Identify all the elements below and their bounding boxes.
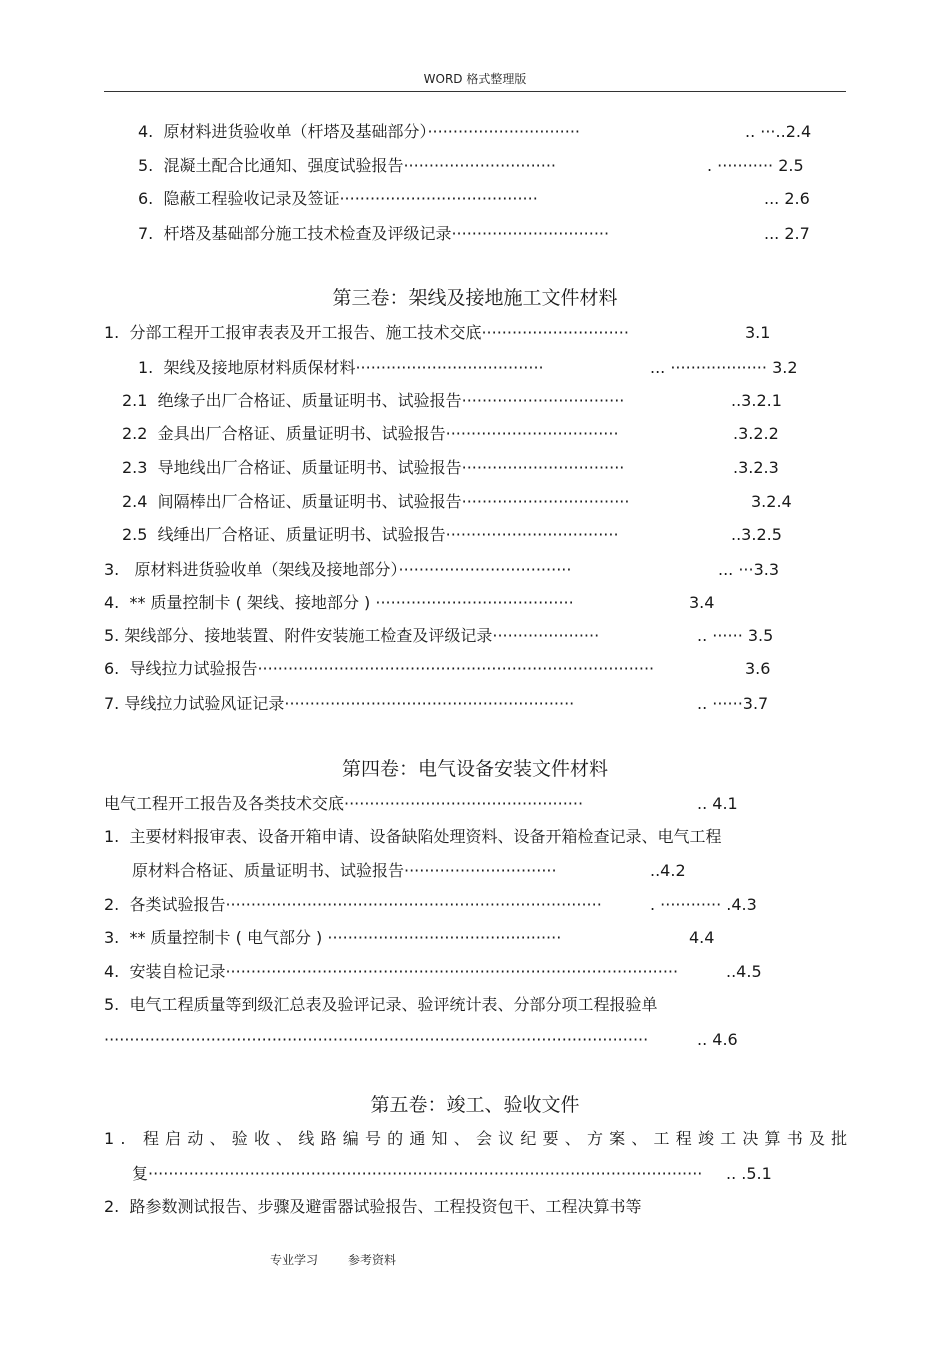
toc-page-ref: 3.2.4 [751,492,792,511]
toc-page-ref: ..3.2.5 [731,525,782,544]
toc-entry-text: 1. 主要材料报审表、设备开箱申请、设备缺陷处理资料、设备开箱检查记录、电气工程 [104,827,722,846]
toc-page-ref: ... ···3.3 [718,560,780,579]
toc-entry-text: 5. 架线部分、接地装置、附件安装施工检查及评级记录····················· [104,626,600,645]
section-heading: 第三卷：架线及接地施工文件材料 [332,287,618,309]
toc-page-ref: .. ······3.7 [697,694,769,713]
toc-page-ref: .3.2.3 [733,458,779,477]
toc-page-ref: ..4.5 [726,962,762,981]
toc-entry-text: 2.2 金具出厂合格证、质量证明书、试验报告·································· [122,424,619,443]
toc-entry [104,962,678,982]
page-header: WORD 格式整理版 [423,72,527,86]
toc-entry [138,156,556,176]
toc-entry [104,626,599,646]
toc-entry-text: 2.3 导地线出厂合格证、质量证明书、试验报告································ [122,458,625,477]
section-heading: 第四卷：电气设备安装文件材料 [341,758,608,780]
toc-entry [104,827,721,847]
toc-entry-text: 7. 杆塔及基础部分施工技术检查及评级记录······························· [138,224,610,243]
toc-page-ref: ... 2.6 [764,189,810,208]
toc-entry-text: 4. 安装自检记录························································································· [104,962,679,981]
toc-page-ref: .. 4.6 [697,1030,738,1049]
toc-entry [104,659,654,679]
toc-entry [104,995,657,1015]
toc-page-ref: 3.6 [745,659,771,678]
toc-page-ref: . ············ .4.3 [650,895,757,914]
toc-entry-text: ··········································································································· [104,1030,649,1049]
toc-page-ref: ... ··················· 3.2 [650,358,798,377]
toc-page-ref: 3.1 [745,323,771,342]
toc-page-ref: .. .5.1 [726,1164,772,1183]
toc-page-ref: . ··········· 2.5 [707,156,804,175]
toc-page-ref: 4.4 [689,928,715,947]
toc-entry [104,794,583,814]
toc-entry-text: 原材料合格证、质量证明书、试验报告······························ [132,861,557,880]
toc-entry [104,1197,641,1217]
toc-page-ref: .3.2.2 [733,424,779,443]
toc-entry-text: 3. 原材料进货验收单（架线及接地部分）·································· [104,560,572,579]
toc-entry [138,189,538,209]
toc-entry [104,560,571,580]
toc-page-ref: ..3.2.1 [731,391,782,410]
toc-entry-text: 1. 架线及接地原材料质保材料····································· [138,358,544,377]
toc-entry-text: 复············································································································· [132,1164,703,1183]
toc-entry [104,323,629,343]
footer-left: 专业学习 [270,1253,319,1267]
toc-entry-text: 电气工程开工报告及各类技术交底··············································· [104,794,584,813]
footer-right: 参考资料 [348,1253,397,1267]
section-heading: 第五卷：竣工、验收文件 [370,1094,580,1116]
toc-entry [122,391,624,411]
toc-entry-text: 1. 分部工程开工报审表表及开工报告、施工技术交底····························· [104,323,629,342]
toc-entry [132,861,557,881]
toc-entry [138,358,544,378]
toc-entry-text: 4. 原材料进货验收单（杆塔及基础部分）······························ [138,122,581,141]
toc-entry [122,424,619,444]
toc-page-ref: ..4.2 [650,861,686,880]
toc-entry-text: 4. ** 质量控制卡 ( 架线、接地部分 ) ······································· [104,593,574,612]
toc-entry [104,928,561,948]
toc-entry-text: 2.1 绝缘子出厂合格证、质量证明书、试验报告································ [122,391,625,410]
toc-entry-text: 2.5 线缍出厂合格证、质量证明书、试验报告·································· [122,525,619,544]
toc-page-ref: 3.4 [689,593,715,612]
toc-page-ref: .. ···..2.4 [745,122,812,141]
toc-entry-text: 3. ** 质量控制卡 ( 电气部分 ) ·············································· [104,928,562,947]
toc-entry [104,1030,648,1050]
header-divider [104,91,846,92]
toc-entry [138,122,580,142]
toc-entry [104,593,574,613]
toc-entry [104,694,574,714]
toc-entry-text: 7. 导线拉力试验风证记录························································· [104,694,575,713]
toc-entry [104,895,602,915]
toc-entry [122,525,619,545]
toc-page-ref: ... 2.7 [764,224,810,243]
toc-entry-text: 2. 各类试验报告·········································································· [104,895,602,914]
toc-entry-text: 2.4 间隔棒出厂合格证、质量证明书、试验报告································· [122,492,630,511]
toc-entry-text: 2. 路参数测试报告、步骤及避雷器试验报告、工程投资包干、工程决算书等 [104,1197,642,1216]
toc-page-ref: .. ······ 3.5 [697,626,774,645]
toc-entry [138,224,609,244]
toc-entry-text: 5. 电气工程质量等到级汇总表及验评记录、验评统计表、分部分项工程报验单 [104,995,658,1014]
toc-entry-text: 5. 混凝土配合比通知、强度试验报告······························ [138,156,557,175]
toc-entry-text: 6. 隐蔽工程验收记录及签证······································· [138,189,538,208]
toc-entry-text: 1. 程启动、验收、线路编号的通知、会议纪要、方案、工程竣工决算书及批 [104,1129,854,1148]
toc-entry [122,458,624,478]
toc-entry [104,1129,853,1149]
toc-entry [122,492,629,512]
toc-page-ref: .. 4.1 [697,794,738,813]
toc-entry [132,1164,702,1184]
toc-entry-text: 6. 导线拉力试验报告·············································································· [104,659,655,678]
